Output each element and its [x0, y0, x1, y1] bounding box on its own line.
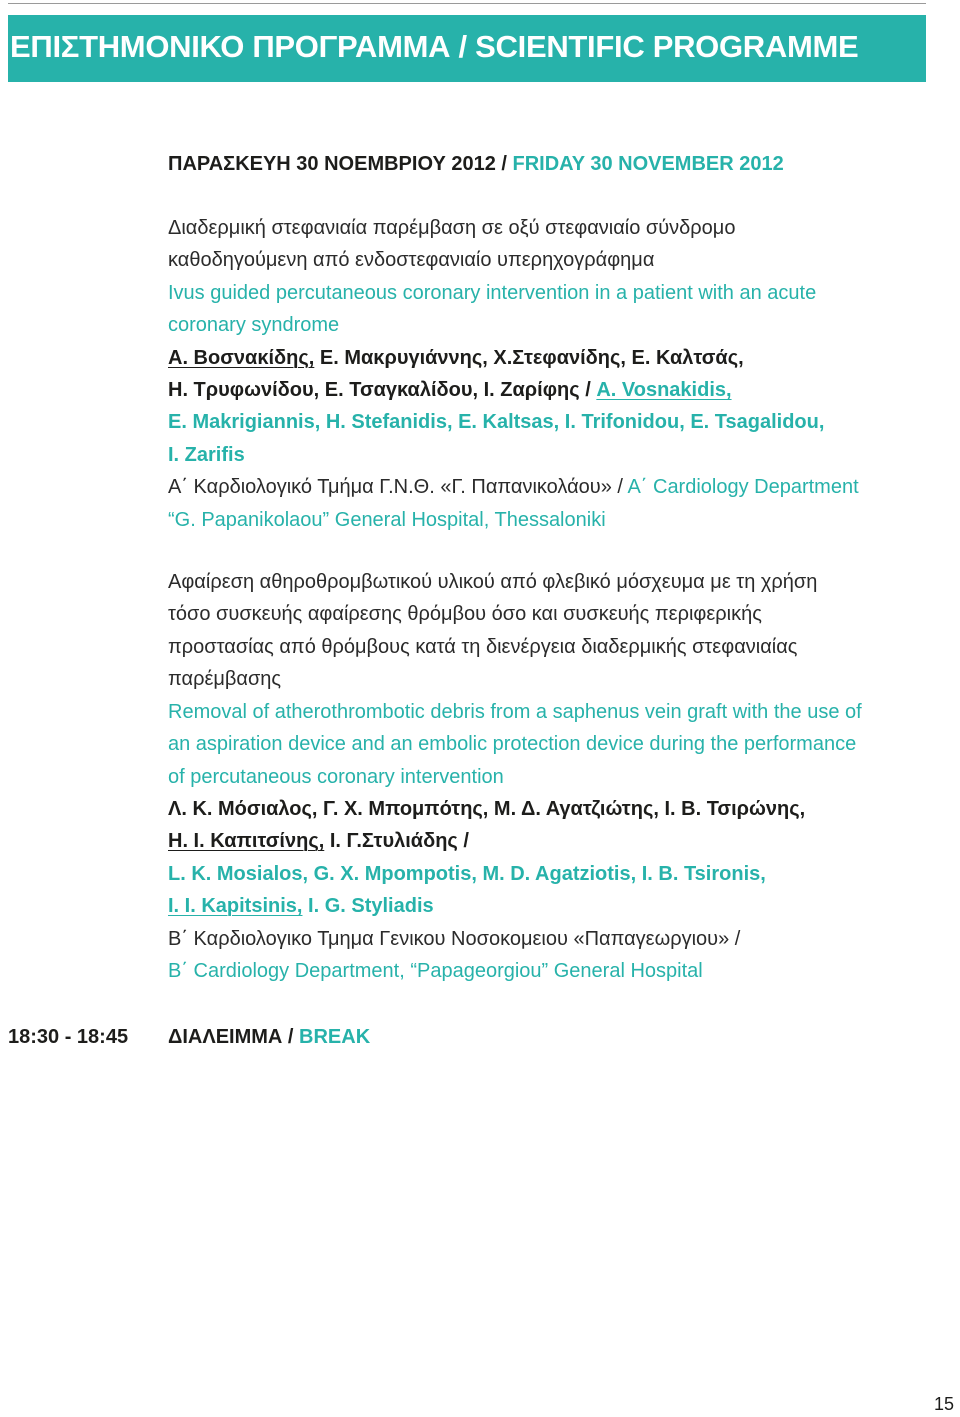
title-greek-line: Διαδερμική στεφανιαία παρέμβαση σε οξύ στεφανιαίο σύνδρομο — [168, 217, 736, 239]
day-heading-greek: ΠΑΡΑΣΚΕΥΗ 30 ΝΟΕΜΒΡΙΟΥ 2012 — [168, 153, 496, 175]
title-greek-line: καθοδηγούμενη από ενδοστεφανιαίο υπερηχογράφημα — [168, 249, 655, 272]
authors-text: Λ. Κ. Μόσιαλος, Γ. Χ. Μπομπότης, Μ. Δ. Αγατζιώτης, Ι. Β. Τσιρώνης, — [168, 797, 806, 820]
affiliation-english: Α΄ Cardiology Department — [627, 476, 859, 499]
presenting-author-english: I. I. Kapitsinis, — [168, 895, 303, 918]
page-number: 15 — [934, 1394, 955, 1414]
authors — [168, 342, 928, 472]
day-heading — [168, 150, 928, 178]
title-greek-line: παρέμβασης — [168, 668, 282, 691]
presentation-entry — [168, 212, 928, 536]
authors-english: I. Zarifis — [168, 443, 245, 466]
banner-title: ΕΠΙΣΤΗΜΟΝΙΚΟ ΠΡΟΓΡΑΜΜΑ / SCIENTIFIC PROGRAMME — [10, 29, 859, 64]
authors-english: E. Makrigiannis, H. Stefanidis, E. Kaltsas, I. Trifonidou, E. Tsagalidou, — [168, 411, 825, 434]
title-english — [168, 696, 928, 793]
presentation-entry — [168, 566, 928, 987]
day-heading-separator: / — [495, 153, 513, 175]
affiliation — [168, 923, 928, 988]
break-time: 18:30 - 18:45 — [8, 1026, 129, 1048]
title-greek-line: τόσο συσκευής αφαίρεσης θρόμβου όσο και συσκευής περιφερικής — [168, 603, 762, 626]
break-row — [8, 1022, 908, 1052]
authors-english: I. G. Styliadis — [302, 895, 434, 918]
authors-text: Ε. Μακρυγιάννης, Χ.Στεφανίδης, Ε. Καλτσάς, — [314, 346, 744, 369]
title-english-line: Removal of atherothrombotic debris from a saphenus vein graft with the use of — [168, 700, 862, 723]
section-banner — [8, 15, 926, 82]
break-label-english: BREAK — [299, 1026, 371, 1048]
break-label-greek: ΔΙΑΛΕΙΜΜΑ — [168, 1026, 283, 1048]
presenting-author-greek: Η. Ι. Καπιτσίνης, — [168, 830, 325, 853]
authors — [168, 793, 928, 923]
affiliation-english: Β΄ Cardiology Department, “Papageorgiou” General Hospital — [168, 959, 703, 982]
title-greek — [168, 212, 928, 277]
title-english — [168, 277, 928, 342]
break-label — [168, 1022, 370, 1052]
presenting-author-english: A. Vosnakidis, — [596, 379, 732, 402]
affiliation-greek: Α΄ Καρδιολογικό Τμήμα Γ.Ν.Θ. «Γ. Παπανικολάου» / — [168, 476, 628, 499]
affiliation-english: “G. Papanikolaou” General Hospital, Thessaloniki — [168, 508, 606, 531]
title-greek-line: Αφαίρεση αθηροθρομβωτικού υλικού από φλεβικό μόσχευμα με τη χρήση — [168, 571, 818, 594]
authors-text: Ι. Γ.Στυλιάδης / — [324, 830, 469, 853]
title-english-line: coronary syndrome — [168, 314, 340, 337]
title-greek — [168, 566, 928, 696]
title-english-line: Ivus guided percutaneous coronary intervention in a patient with an acute — [168, 281, 817, 304]
break-label-separator: / — [282, 1026, 300, 1048]
authors-text: Η. Τρυφωνίδου, Ε. Τσαγκαλίδου, Ι. Ζαρίφης / — [168, 379, 597, 402]
title-english-line: of percutaneous coronary intervention — [168, 765, 504, 788]
title-english-line: an aspiration device and an embolic protection device during the performance — [168, 733, 857, 756]
authors-english: L. K. Mosialos, G. X. Mpompotis, M. D. Agatziotis, I. B. Tsironis, — [168, 862, 766, 885]
affiliation — [168, 471, 928, 536]
presenting-author-greek: Α. Βοσνακίδης, — [168, 346, 315, 369]
day-heading-english: FRIDAY 30 NOVEMBER 2012 — [512, 153, 784, 175]
title-greek-line: προστασίας από θρόμβους κατά τη διενέργεια διαδερμικής στεφανιαίας — [168, 635, 798, 658]
programme-content — [168, 150, 928, 987]
affiliation-greek: Β΄ Καρδιολογικο Τμημα Γενικου Νοσοκομειου «Παπαγεωργιου» / — [168, 927, 741, 950]
top-divider — [8, 3, 926, 4]
